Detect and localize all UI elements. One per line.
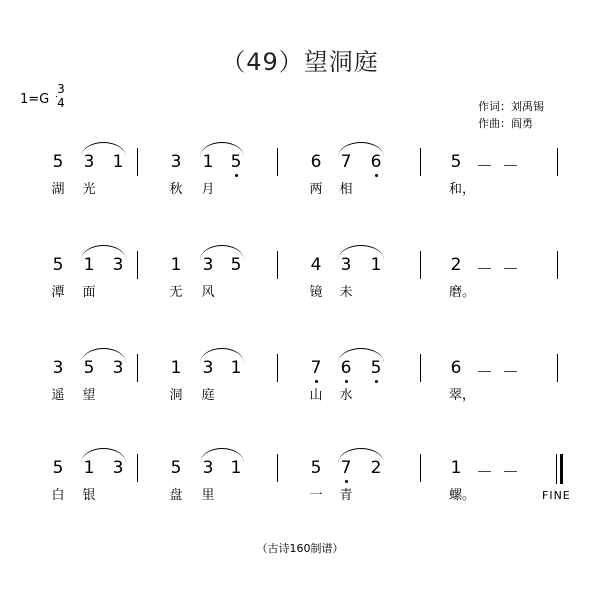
slur xyxy=(81,348,126,363)
time-signature xyxy=(56,82,66,110)
note: 3 xyxy=(170,152,182,172)
note: 3 xyxy=(340,255,352,275)
lyric-char: 盘 xyxy=(169,488,183,503)
note: 1 xyxy=(230,358,242,378)
lyric-char: 月 xyxy=(201,182,215,197)
slur xyxy=(81,245,126,260)
octave-dot xyxy=(345,480,348,483)
slur xyxy=(338,348,384,363)
bar-line xyxy=(277,148,278,176)
bar-line xyxy=(277,251,278,279)
hold-dash: － xyxy=(476,463,493,483)
footer-credit: （古诗160制谱） xyxy=(256,542,344,555)
lyric-char: 山 xyxy=(309,388,323,403)
bar-line xyxy=(557,148,558,176)
octave-dot xyxy=(235,174,238,177)
slur xyxy=(81,142,126,157)
note: 5 xyxy=(52,458,64,478)
time-top: 3 xyxy=(57,82,65,96)
slur xyxy=(200,142,244,157)
note: 6 xyxy=(450,358,462,378)
lyric-char: 白 xyxy=(51,488,65,503)
note: 4 xyxy=(310,255,322,275)
slur xyxy=(338,448,384,463)
note: 3 xyxy=(202,458,214,478)
note: 1 xyxy=(112,152,124,172)
lyric-char: 湖 xyxy=(51,182,65,197)
slur xyxy=(200,348,244,363)
lyric-char: 面 xyxy=(82,285,96,300)
note: 6 xyxy=(310,152,322,172)
hold-dash: － xyxy=(502,363,519,383)
note: 5 xyxy=(230,255,242,275)
note: 2 xyxy=(450,255,462,275)
note: 1 xyxy=(450,458,462,478)
lyric-char: 庭 xyxy=(201,388,215,403)
note: 3 xyxy=(202,358,214,378)
final-barline-thin xyxy=(556,454,557,484)
bar-line xyxy=(137,454,138,482)
lyric-char: 磨。 xyxy=(448,285,475,300)
lyric-char: 未 xyxy=(339,285,353,300)
lyric-char: 光 xyxy=(82,182,96,197)
note: 7 xyxy=(340,152,352,172)
composer-credit: 作曲：阎勇 xyxy=(478,117,533,130)
bar-line xyxy=(137,354,138,382)
note: 1 xyxy=(370,255,382,275)
bar-line xyxy=(420,251,421,279)
note: 5 xyxy=(52,152,64,172)
lyric-char: 水 xyxy=(339,388,353,403)
lyric-char: 银 xyxy=(82,488,96,503)
note: 1 xyxy=(83,458,95,478)
slur xyxy=(338,245,384,260)
lyric-char: 和， xyxy=(448,182,475,197)
note: 5 xyxy=(170,458,182,478)
lyric-char: 镜 xyxy=(309,285,323,300)
octave-dot xyxy=(315,380,318,383)
bar-line xyxy=(557,251,558,279)
slur xyxy=(338,142,384,157)
lyric-char: 望 xyxy=(82,388,96,403)
lyricist-credit: 作词：刘禹锡 xyxy=(478,100,544,113)
song-title: （49）望洞庭 xyxy=(221,48,379,76)
bar-line xyxy=(557,354,558,382)
lyric-char: 洞 xyxy=(169,388,183,403)
slur xyxy=(200,245,244,260)
note: 3 xyxy=(52,358,64,378)
time-bottom: 4 xyxy=(57,96,65,110)
note: 5 xyxy=(52,255,64,275)
lyric-char: 一 xyxy=(309,488,323,503)
octave-dot xyxy=(375,174,378,177)
hold-dash: － xyxy=(502,157,519,177)
bar-line xyxy=(420,454,421,482)
octave-dot xyxy=(345,380,348,383)
note: 6 xyxy=(370,152,382,172)
key-label: 1=G xyxy=(20,92,50,107)
lyric-char: 秋 xyxy=(169,182,183,197)
lyric-char: 螺。 xyxy=(448,488,475,503)
lyric-char: 无 xyxy=(169,285,183,300)
final-barline-thick xyxy=(560,454,563,484)
lyric-char: 青 xyxy=(339,488,353,503)
note: 3 xyxy=(202,255,214,275)
hold-dash: － xyxy=(476,363,493,383)
bar-line xyxy=(277,354,278,382)
note: 1 xyxy=(83,255,95,275)
bar-line xyxy=(420,148,421,176)
note: 5 xyxy=(370,358,382,378)
key-signature xyxy=(20,82,65,110)
note: 1 xyxy=(230,458,242,478)
note: 5 xyxy=(230,152,242,172)
bar-line xyxy=(277,454,278,482)
fine-mark: FINE xyxy=(542,489,571,502)
note: 7 xyxy=(310,358,322,378)
bar-line xyxy=(137,251,138,279)
lyric-char: 里 xyxy=(201,488,215,503)
note: 7 xyxy=(340,458,352,478)
note: 1 xyxy=(202,152,214,172)
bar-line xyxy=(137,148,138,176)
hold-dash: － xyxy=(502,463,519,483)
note: 1 xyxy=(170,255,182,275)
lyric-char: 遥 xyxy=(51,388,65,403)
lyric-char: 翠， xyxy=(448,388,475,403)
lyric-char: 潭 xyxy=(51,285,65,300)
note: 1 xyxy=(170,358,182,378)
bar-line xyxy=(420,354,421,382)
slur xyxy=(81,448,126,463)
hold-dash: － xyxy=(476,157,493,177)
lyric-char: 相 xyxy=(339,182,353,197)
note: 5 xyxy=(450,152,462,172)
lyric-char: 风 xyxy=(201,285,215,300)
slur xyxy=(200,448,244,463)
hold-dash: － xyxy=(476,260,493,280)
note: 3 xyxy=(83,152,95,172)
note: 6 xyxy=(340,358,352,378)
lyric-char: 两 xyxy=(309,182,323,197)
note: 3 xyxy=(112,358,124,378)
note: 5 xyxy=(83,358,95,378)
note: 3 xyxy=(112,255,124,275)
octave-dot xyxy=(375,380,378,383)
hold-dash: － xyxy=(502,260,519,280)
note: 2 xyxy=(370,458,382,478)
note: 3 xyxy=(112,458,124,478)
note: 5 xyxy=(310,458,322,478)
